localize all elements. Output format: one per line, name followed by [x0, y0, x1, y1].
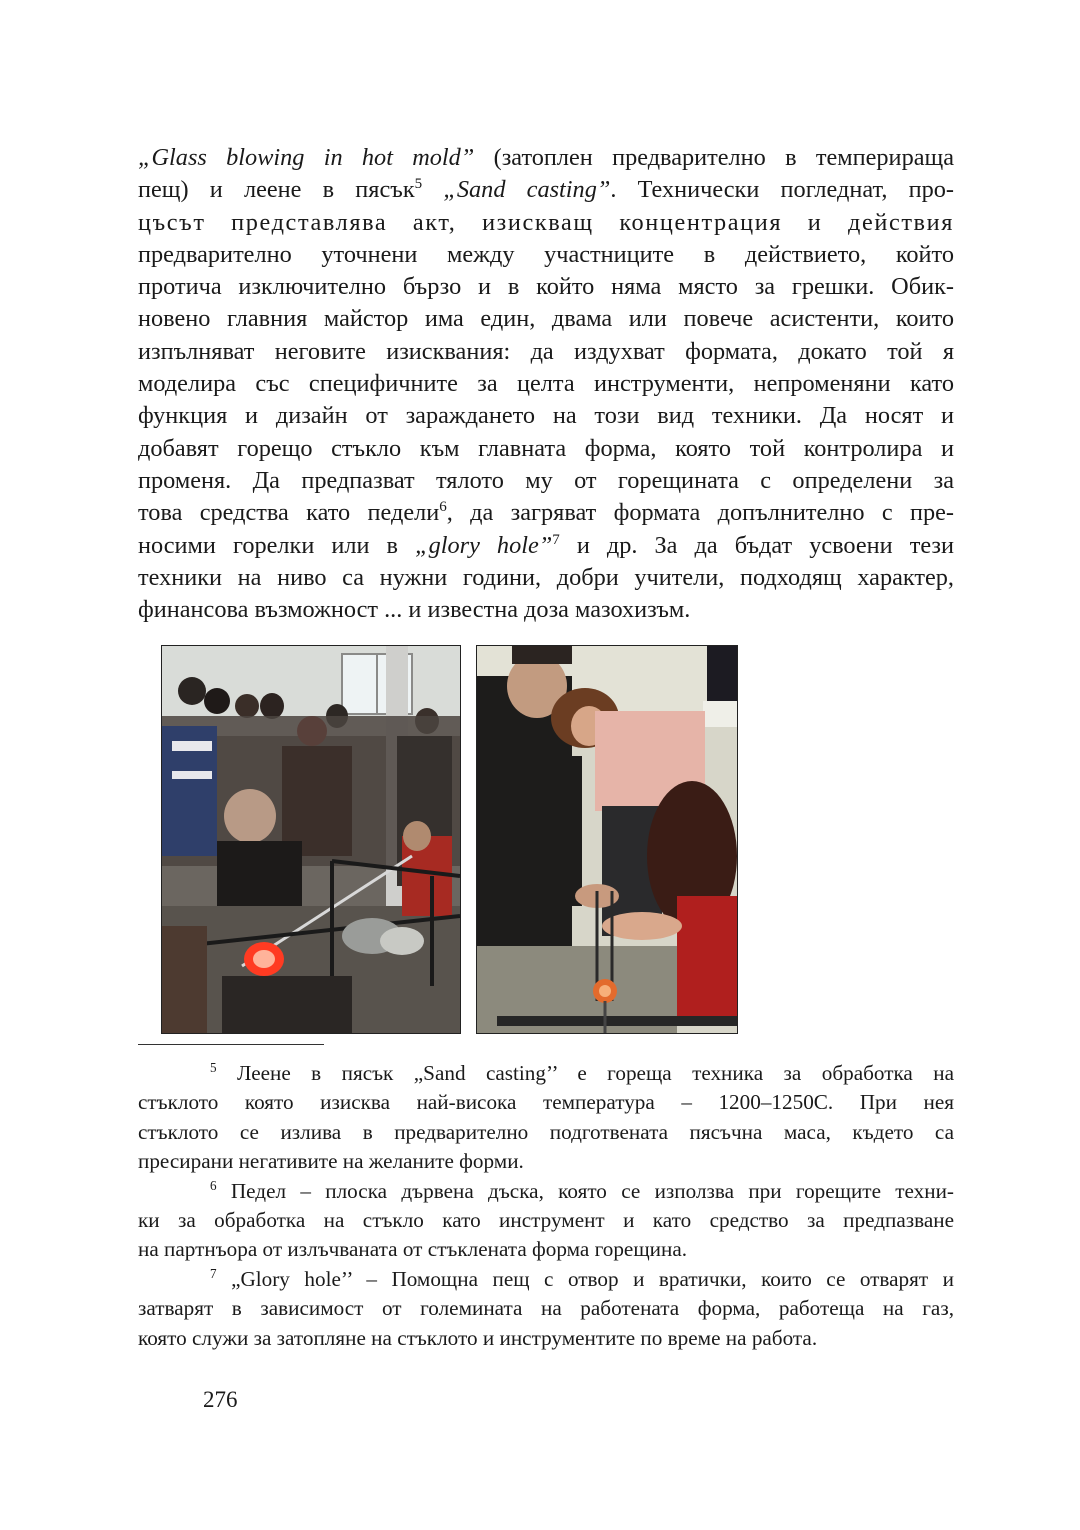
- footnote-mark: 7: [210, 1265, 217, 1281]
- footnote-line: [138, 1118, 954, 1147]
- line-text: и др. За да бъдат усвоени тези: [559, 531, 955, 559]
- footnote-6: [138, 1177, 954, 1265]
- line-text: (затоплен предварително в темперираща: [474, 144, 954, 171]
- body-line: [138, 465, 954, 497]
- footnote-line: [138, 1147, 954, 1176]
- footnote-text: ки за обработка на стъкло като инструмент и като средство за предпазване: [138, 1208, 954, 1233]
- line-text: моделира със специфичните за целта инструменти, непроменяни като: [138, 370, 954, 398]
- italic-term: „Glass blowing in hot mold”: [138, 144, 475, 171]
- footnote-text: Педел – плоска дървена дъска, която се използва при горещите техни-: [216, 1178, 954, 1203]
- footnote-line: [138, 1235, 954, 1264]
- body-line: [138, 594, 954, 626]
- footnote-line: [138, 1324, 954, 1353]
- footnote-text: пресирани негативите на желаните форми.: [138, 1149, 524, 1174]
- line-text: цъсът представлява акт, изискващ концентрация и действия: [138, 208, 954, 236]
- body-line: [138, 400, 954, 432]
- footnote-text: затварят в зависимост от големината на работената форма, работеща на газ,: [138, 1296, 954, 1321]
- footnote-text: на партнъора от излъчваната от стъклената форма горещина.: [138, 1237, 688, 1262]
- footnote-text: стъклото се излива в предварително подготвената пясъчна маса, където са: [138, 1119, 954, 1144]
- footnote-mark: 5: [210, 1059, 217, 1075]
- body-line: [138, 562, 954, 594]
- line-text: предварително уточнени между участниците в действието, който: [138, 240, 954, 268]
- line-text: функция и дизайн от зараждането на този вид техники. Да носят и: [138, 402, 954, 430]
- line-text: финансова възможност ... и известна доза мазохизъм.: [138, 596, 691, 624]
- body-line: [138, 433, 954, 465]
- italic-term: „Sand casting”: [422, 176, 611, 204]
- body-line: [138, 336, 954, 368]
- footnote-7: [138, 1265, 954, 1353]
- line-text: протича изключително бързо и в който няма място за грешки. Обик-: [138, 273, 954, 301]
- body-line: [138, 530, 954, 562]
- line-text: новено главния майстор има един, двама или повече асистенти, които: [138, 305, 954, 333]
- footnote-text: която служи за затопляне на стъклото и инструментите по време на работа.: [138, 1325, 818, 1350]
- glassblowing-demonstration-photo: [161, 645, 461, 1034]
- line-text: носими горелки или в: [138, 531, 416, 559]
- footnote-text: стъклото която изисква най-висока температура – 1200–1250С. При нея: [138, 1090, 954, 1115]
- line-text: добавят горещо стъкло към главната форма, която той контролира и: [138, 434, 954, 462]
- body-line: [138, 142, 954, 174]
- footnotes: [138, 1059, 954, 1353]
- line-text: . Технически погледнат, про-: [610, 176, 954, 204]
- footnote-mark: 6: [210, 1177, 217, 1193]
- body-line: [138, 497, 954, 529]
- footnote-ref: 5: [414, 176, 423, 193]
- line-text: пещ) и леене в пясък: [138, 176, 415, 204]
- footnote-line: [138, 1059, 954, 1088]
- line-text: това средства като педели: [138, 499, 440, 527]
- footnote-text: „Glory hole’’ – Помощна пещ с отвор и вратички, които се отварят и: [216, 1266, 954, 1291]
- page-number: 276: [203, 1387, 238, 1412]
- body-line: [138, 239, 954, 271]
- line-text: променя. Да предпазват тялото му от горещината с определени за: [138, 466, 954, 494]
- footnote-ref: 7: [552, 531, 560, 548]
- line-text: изпълняват неговите изисквания: да издухват формата, докато той я: [138, 337, 954, 365]
- body-line: [138, 303, 954, 335]
- body-line: [138, 207, 954, 239]
- footnote-5: [138, 1059, 954, 1177]
- footnote-line: [138, 1294, 954, 1323]
- body-line: [138, 368, 954, 400]
- body-text: [138, 142, 954, 626]
- italic-term: „glory hole”: [415, 531, 553, 559]
- line-text: , да загряват формата допълнително с пре-: [446, 499, 954, 527]
- body-line: [138, 174, 954, 206]
- footnote-ref: 6: [439, 499, 447, 516]
- assistants-at-work-photo: [476, 645, 738, 1034]
- body-line: [138, 271, 954, 303]
- footnote-line: [138, 1088, 954, 1117]
- footnote-line: [138, 1177, 954, 1206]
- footnote-line: [138, 1206, 954, 1235]
- footnote-text: Леене в пясък „Sand casting’’ е гореща техника за обработка на: [216, 1061, 954, 1085]
- line-text: техники на ниво са нужни години, добри учители, подходящ характер,: [138, 563, 954, 591]
- footnote-line: [138, 1265, 954, 1294]
- footnote-separator: [138, 1044, 324, 1045]
